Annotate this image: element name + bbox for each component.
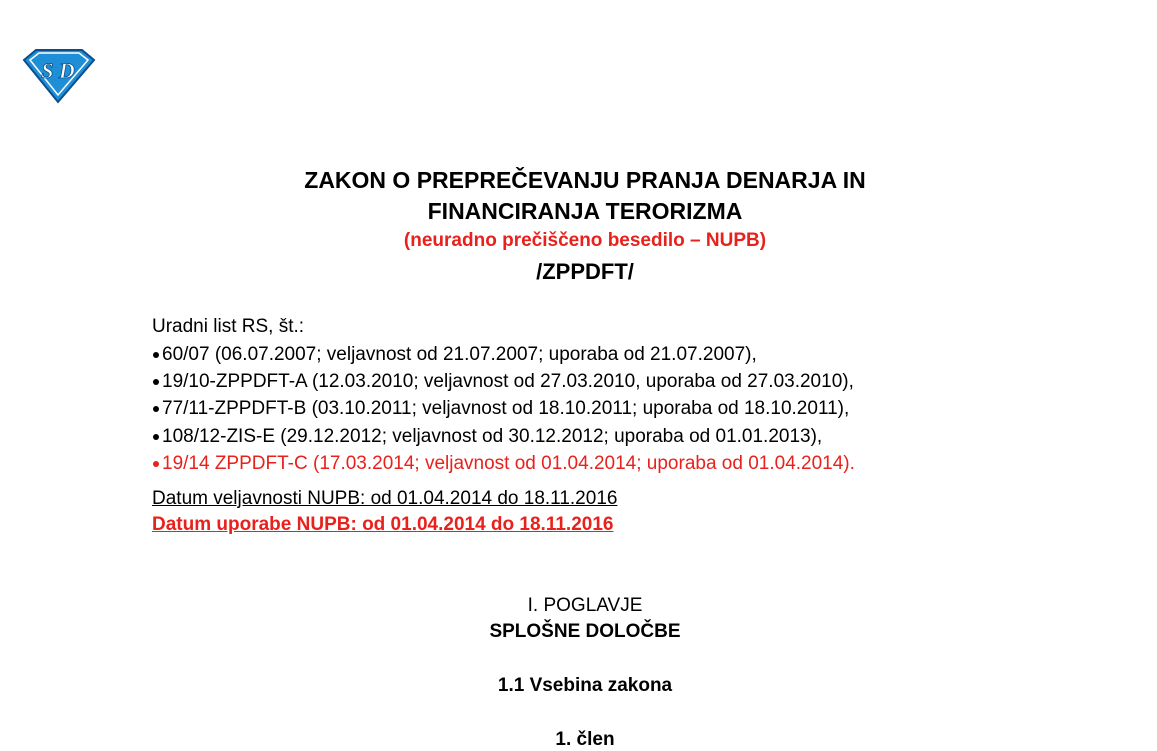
bullet-icon xyxy=(153,379,159,385)
chapter-name: SPLOŠNE DOLOČBE xyxy=(489,621,681,642)
gazette-reference: 19/10-ZPPDFT-A (12.03.2010; veljavnost od 27.03.2010, uporaba od 27.03.2010), xyxy=(152,368,855,395)
bullet-icon xyxy=(153,434,159,440)
gazette-reference-latest: 19/14 ZPPDFT-C (17.03.2014; veljavnost od 01.04.2014; uporaba od 01.04.2014). xyxy=(152,450,855,477)
svg-text:S D: S D xyxy=(41,58,75,83)
gazette-reference: 60/07 (06.07.2007; veljavnost od 21.07.2007; uporaba od 21.07.2007), xyxy=(152,341,855,368)
bullet-icon xyxy=(153,352,159,358)
logo-icon xyxy=(22,48,96,104)
law-abbreviation: /ZPPDFT/ xyxy=(536,259,634,284)
gazette-reference: 77/11-ZPPDFT-B (03.10.2011; veljavnost od 18.10.2011; uporaba od 18.10.2011), xyxy=(152,396,855,423)
article-heading: 1. člen xyxy=(555,729,615,750)
law-subtitle: (neuradno prečiščeno besedilo – NUPB) xyxy=(403,230,767,251)
section-heading: 1.1 Vsebina zakona xyxy=(497,675,673,696)
gazette-label: Uradni list RS, št.: xyxy=(152,316,305,337)
validity-date: Datum veljavnosti NUPB: od 01.04.2014 do 18.11.2016 xyxy=(152,488,618,509)
law-title-line-2: FINANCIRANJA TERORIZMA xyxy=(427,198,743,224)
gazette-reference: 108/12-ZIS-E (29.12.2012; veljavnost od 30.12.2012; uporaba od 01.01.2013), xyxy=(152,423,855,450)
bullet-icon xyxy=(153,461,159,467)
bullet-icon xyxy=(153,406,159,412)
chapter-number: I. POGLAVJE xyxy=(527,595,643,616)
usage-date: Datum uporabe NUPB: od 01.04.2014 do 18.11.2016 xyxy=(152,514,614,535)
gazette-reference-list xyxy=(152,341,855,477)
law-title-line-1: ZAKON O PREPREČEVANJU PRANJA DENARJA IN xyxy=(304,167,866,193)
